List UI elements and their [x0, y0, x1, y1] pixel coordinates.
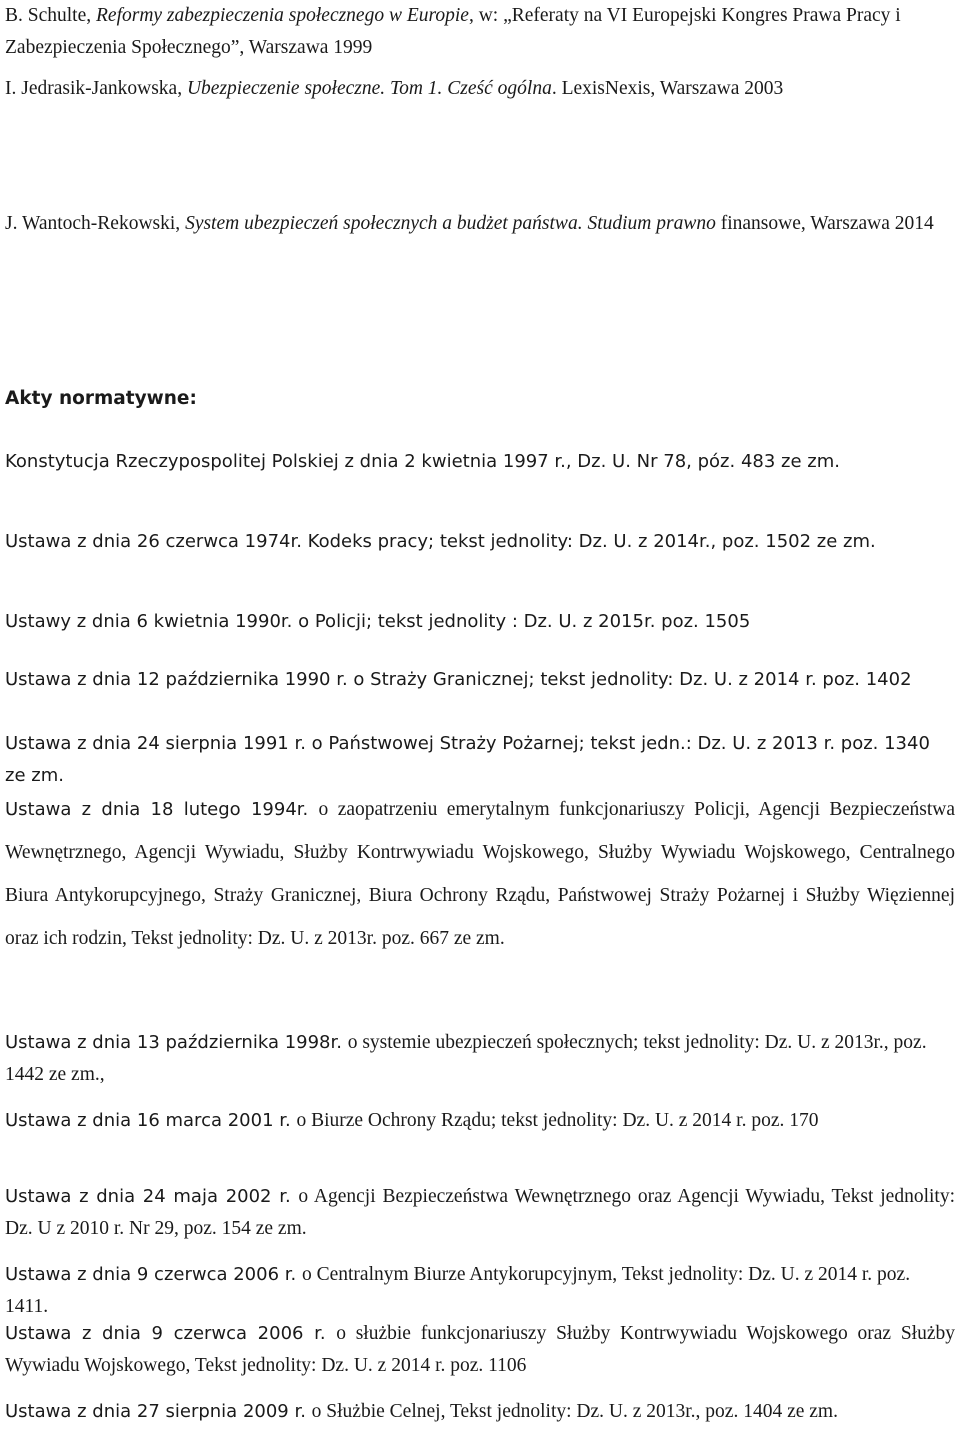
act-entry — [5, 606, 955, 638]
bib-author: B. Schulte, — [5, 5, 96, 26]
act-entry — [5, 1181, 955, 1245]
act-source: Dz. U. z 2014r., poz. 1502 ze zm. — [578, 531, 876, 552]
bib-title: Reformy zabezpieczenia społecznego w Europie — [96, 5, 469, 26]
act-entry — [5, 728, 955, 792]
act-title: Ustawa z dnia 27 sierpnia 2009 r. — [5, 1401, 312, 1422]
act-source: tekst jednolity: Dz. U. z 2014 r. poz. 1402 — [540, 669, 912, 690]
act-source: o systemie ubezpieczeń społecznych; tekst jednolity: Dz. U. z 2013r., poz. 1442 ze zm., — [5, 1032, 927, 1085]
act-title: Ustawa z dnia 12 października 1990 r. o Straży Granicznej; — [5, 669, 541, 690]
act-source: Dz. U. z 2015r. poz. 1505 — [523, 611, 751, 632]
bib-rest: . LexisNexis, Warszawa 2003 — [551, 78, 784, 99]
act-entry — [5, 1318, 955, 1382]
act-title: Ustawa z dnia 9 czerwca 2006 r. — [5, 1323, 337, 1344]
act-title: Ustawa z dnia 24 maja 2002 r. — [5, 1186, 299, 1207]
bib-entry — [5, 0, 955, 64]
bib-entry — [5, 208, 955, 240]
act-source: Dz. U. z 2013 r. poz. 1340 ze zm. — [5, 733, 930, 786]
act-entry — [5, 788, 955, 960]
act-source: o Służbie Celnej, Tekst jednolity: Dz. U. z 2013r., poz. 1404 ze zm. — [311, 1401, 838, 1422]
act-entry — [5, 1259, 955, 1323]
bib-rest: , w: „Referaty na VI Europejski Kongres Prawa Pracy i Zabezpieczenia Społecznego”, Warszawa 1999 — [5, 5, 901, 58]
act-source: o Agencji Bezpieczeństwa Wewnętrznego oraz Agencji Wywiadu, Tekst jednolity: Dz. U z 2010 r. Nr 29, poz. 154 ze zm. — [5, 1186, 955, 1239]
act-entry — [5, 526, 955, 558]
acts-heading: Akty normatywne: — [5, 388, 197, 409]
bib-title: Ubezpieczenie społeczne. Tom 1. Cześć ogólna — [186, 78, 552, 99]
act-entry — [5, 1027, 955, 1091]
act-title: Ustawa z dnia 13 października 1998r. — [5, 1032, 348, 1053]
act-title: Konstytucja Rzeczypospolitej Polskiej z dnia 2 kwietnia 1997 r., Dz. U. Nr 78, póz. 483 ze zm. — [5, 451, 840, 472]
act-entry — [5, 1105, 955, 1137]
act-entry — [5, 664, 955, 696]
act-source: o Centralnym Biurze Antykorupcyjnym, Tekst jednolity: Dz. U. z 2014 r. poz. 1411. — [5, 1264, 911, 1317]
act-title: Ustawa z dnia 9 czerwca 2006 r. — [5, 1264, 302, 1285]
act-source: o zaopatrzeniu emerytalnym funkcjonariuszy Policji, Agencji Bezpieczeństwa Wewnętrznego, Agencji Wywiadu, Służby Kontrwywiadu Wojskowego, Służby Wywiadu Wojskowego, Centralnego Biura Antykorupcyjnego, Straży Granicznej, Biura Ochrony Rządu, Państwowej Straży Pożarnej i Służby Więziennej oraz ich rodzin, Tekst jednolity: Dz. U. z 2013r. poz. 667 ze zm. — [5, 799, 956, 949]
bib-title: System ubezpieczeń społecznych a budżet państwa. Studium prawno — [185, 213, 716, 234]
act-title: Ustawy z dnia 6 kwietnia 1990r. o Policji; tekst jednolity : — [5, 611, 524, 632]
bib-entry — [5, 73, 955, 105]
bib-author: J. Wantoch-Rekowski, — [5, 213, 186, 234]
act-source: o Biurze Ochrony Rządu; tekst jednolity: Dz. U. z 2014 r. poz. 170 — [296, 1110, 819, 1131]
bib-rest: finansowe, Warszawa 2014 — [715, 213, 934, 234]
act-title: Ustawa z dnia 26 czerwca 1974r. Kodeks pracy; tekst jednolity: — [5, 531, 579, 552]
bib-author: I. Jedrasik-Jankowska, — [5, 78, 187, 99]
act-title: Ustawa z dnia 16 marca 2001 r. — [5, 1110, 297, 1131]
act-source: o służbie funkcjonariuszy Służby Kontrwywiadu Wojskowego oraz Służby Wywiadu Wojskowego, Tekst jednolity: Dz. U. z 2014 r. poz. 1106 — [5, 1323, 955, 1376]
act-entry — [5, 1396, 955, 1428]
act-title: Ustawa z dnia 24 sierpnia 1991 r. o Państwowej Straży Pożarnej; tekst jedn.: — [5, 733, 698, 754]
act-entry — [5, 446, 955, 478]
act-title: Ustawa z dnia 18 lutego 1994r. — [5, 799, 319, 820]
